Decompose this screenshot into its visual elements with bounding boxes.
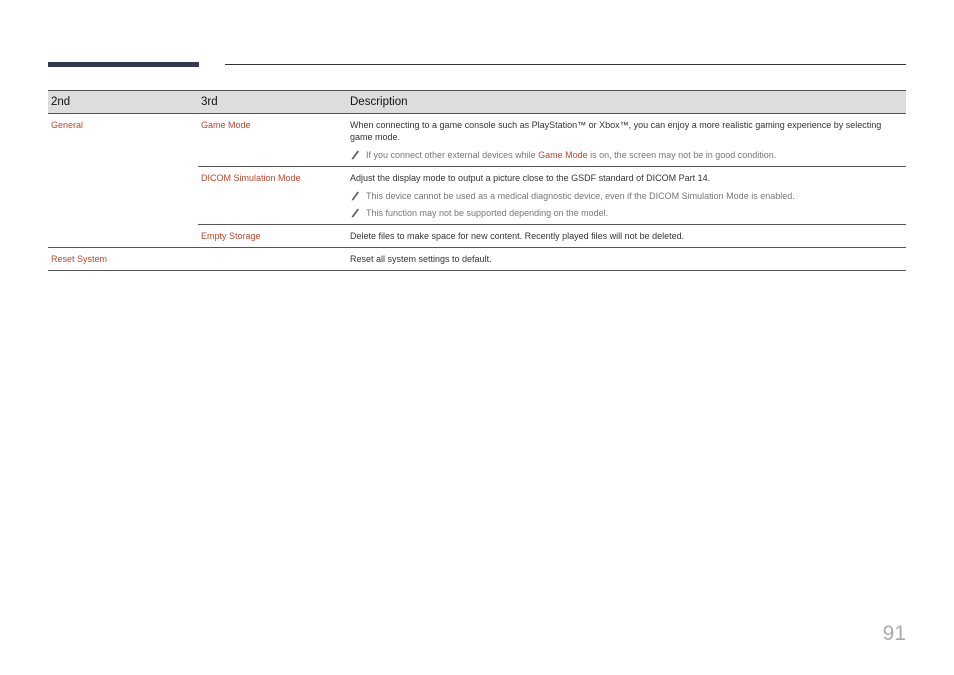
game-mode-note xyxy=(350,149,903,161)
dicom-desc-text: Adjust the display mode to output a picture close to the GSDF standard of DICOM Part 14. xyxy=(350,173,711,183)
menu-general[interactable]: General xyxy=(48,114,198,248)
empty-storage-description: Delete files to make space for new content. Recently played files will not be deleted. xyxy=(347,225,906,248)
pencil-note-icon xyxy=(350,149,362,160)
header-3rd: 3rd xyxy=(198,91,347,114)
table-header-row xyxy=(48,91,906,114)
menu-empty-storage[interactable]: Empty Storage xyxy=(198,225,347,248)
game-mode-description xyxy=(347,114,906,167)
header-accent-bar xyxy=(48,62,199,67)
dicom-note-2 xyxy=(350,207,903,219)
header-description: Description xyxy=(347,91,906,114)
reset-system-description: Reset all system settings to default. xyxy=(347,248,906,271)
header-rule xyxy=(225,64,906,65)
pencil-note-icon xyxy=(350,190,362,201)
menu-reset-system[interactable]: Reset System xyxy=(48,248,198,271)
empty-cell xyxy=(198,248,347,271)
pencil-note-icon xyxy=(350,207,362,218)
note-text: is on, the screen may not be in good condition. xyxy=(587,150,777,160)
game-mode-desc-text: When connecting to a game console such as PlayStation™ or Xbox™, you can enjoy a more realistic gaming experience by selecting game mode. xyxy=(350,120,882,142)
table-row xyxy=(48,114,906,167)
settings-table xyxy=(48,90,906,271)
dicom-description xyxy=(347,167,906,225)
table-row xyxy=(48,248,906,271)
menu-dicom-simulation-mode[interactable]: DICOM Simulation Mode xyxy=(198,167,347,225)
note-text: This device cannot be used as a medical diagnostic device, even if the DICOM Simulation Mode is enabled. xyxy=(366,191,795,201)
header-2nd: 2nd xyxy=(48,91,198,114)
page-number: 91 xyxy=(882,622,906,645)
menu-game-mode[interactable]: Game Mode xyxy=(198,114,347,167)
note-text: This function may not be supported depending on the model. xyxy=(366,208,609,218)
dicom-note-1 xyxy=(350,190,903,202)
note-game-mode-link[interactable]: Game Mode xyxy=(538,150,588,160)
note-text: If you connect other external devices while xyxy=(366,150,539,160)
